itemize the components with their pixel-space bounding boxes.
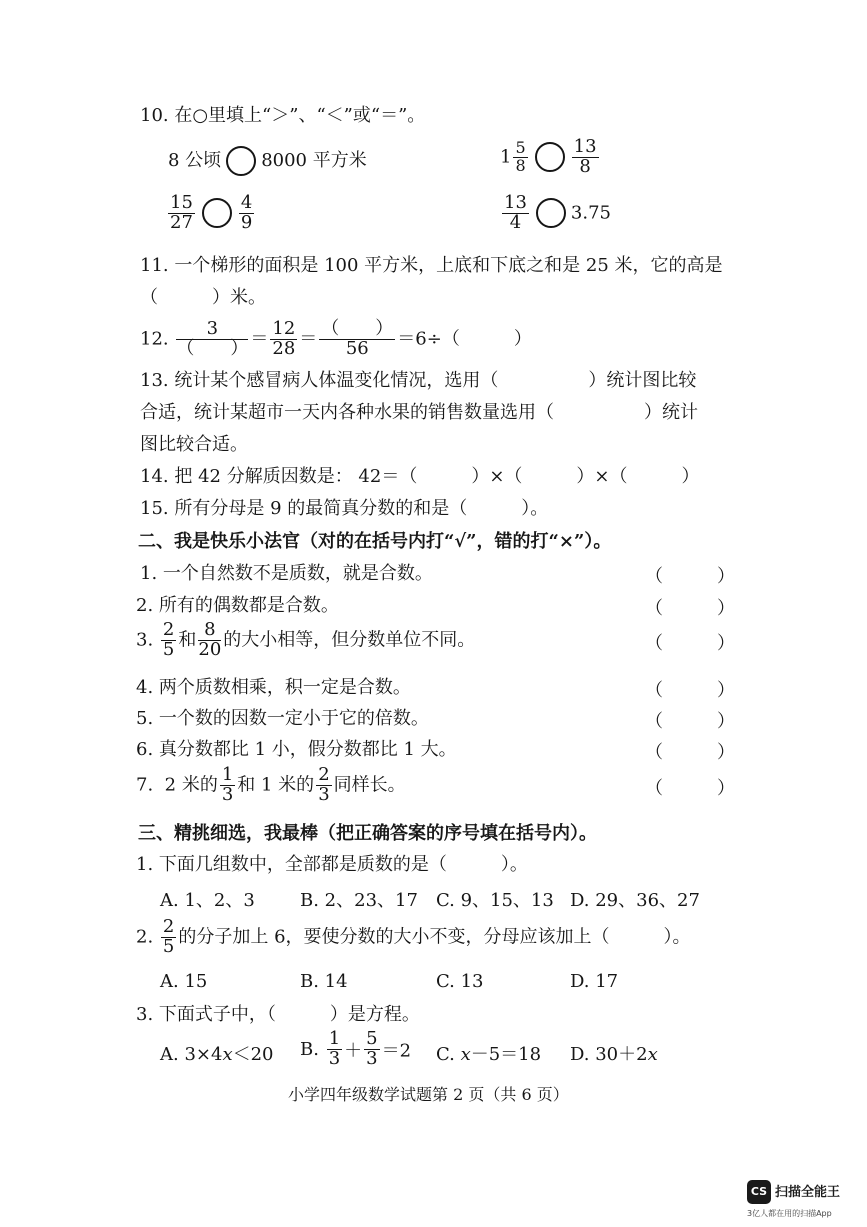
option-b[interactable]: B. 14 xyxy=(300,971,348,992)
fraction-numerator: 13 xyxy=(573,136,597,157)
q10-item-a xyxy=(168,146,367,176)
fraction-numerator: 15 xyxy=(170,192,193,213)
option-a[interactable]: A. 1、2、3 xyxy=(160,890,255,911)
fraction-numerator[interactable]: （ ） xyxy=(321,318,394,339)
q11-line2: （ ）米。 xyxy=(140,287,266,308)
item-number: 7. xyxy=(136,774,154,796)
fraction-denominator: 27 xyxy=(170,211,193,233)
variable-x: x xyxy=(460,1044,471,1065)
mixed-number-whole: 1 xyxy=(500,146,512,168)
q10-item-c xyxy=(166,194,256,233)
s2-item-6: 6. 真分数都比 1 小，假分数都比 1 大。 xyxy=(136,739,457,760)
q13-line3: 图比较合适。 xyxy=(140,434,248,455)
fraction-numerator: 3 xyxy=(176,320,248,340)
option-text: ＝2 xyxy=(381,1040,412,1062)
item-number: 2. xyxy=(136,926,154,948)
q10-d-right: 3.75 xyxy=(570,202,611,224)
fraction-numerator: 5 xyxy=(515,138,526,158)
answer-circle[interactable] xyxy=(535,142,565,172)
fraction-denominator[interactable]: （ ） xyxy=(176,337,249,359)
variable-x: x xyxy=(222,1044,233,1065)
option-text: －5＝18 xyxy=(470,1044,542,1065)
s3-q2 xyxy=(136,918,691,957)
variable-x: x xyxy=(647,1044,658,1065)
option-d[interactable] xyxy=(570,1040,658,1066)
fraction-denominator: 5 xyxy=(162,935,175,957)
option-c[interactable]: C. 13 xyxy=(436,971,484,992)
q12-label: 12. xyxy=(140,328,169,350)
q10-item-d xyxy=(500,194,611,233)
fraction xyxy=(513,140,527,175)
fraction-denominator: 3 xyxy=(328,1047,341,1069)
fraction xyxy=(327,1030,342,1069)
q13-line2: 合适，统计某超市一天内各种水果的销售数量选用（ ）统计 xyxy=(140,402,698,423)
option-text: ＜20 xyxy=(232,1044,274,1065)
answer-bracket[interactable]: （ ） xyxy=(645,633,735,654)
fraction-numerator: 4 xyxy=(240,192,253,213)
option-c[interactable] xyxy=(436,1040,541,1066)
fraction-numerator: 12 xyxy=(272,318,296,339)
fraction xyxy=(176,320,248,359)
option-c[interactable]: C. 9、15、13 xyxy=(436,890,554,911)
fraction-denominator: 56 xyxy=(345,337,369,359)
statement-text: 和 1 米的 xyxy=(237,774,315,796)
answer-bracket[interactable]: （ ） xyxy=(645,778,735,799)
answer-circle[interactable] xyxy=(536,198,566,228)
fraction-denominator: 8 xyxy=(579,155,591,177)
scanner-tagline: 3亿人都在用的扫描App xyxy=(747,1209,832,1218)
question-text: 的分子加上 6，要使分数的大小不变，分母应该加上（ ）。 xyxy=(178,926,691,948)
fraction-numerator: 13 xyxy=(504,192,527,213)
answer-bracket[interactable]: （ ） xyxy=(645,742,735,763)
option-b[interactable]: B. 2、23、17 xyxy=(300,890,418,911)
fraction xyxy=(270,320,297,359)
statement-text: 2 米的 xyxy=(164,774,218,796)
s2-item-3 xyxy=(136,621,475,660)
s2-item-2: 2. 所有的偶数都是合数。 xyxy=(136,595,339,616)
fraction-denominator: 28 xyxy=(272,337,296,359)
fraction-denominator: 3 xyxy=(318,783,330,805)
statement-text: 同样长。 xyxy=(333,774,406,796)
fraction-numerator: 2 xyxy=(318,764,330,785)
answer-bracket[interactable]: （ ） xyxy=(645,680,735,701)
q10-a-left: 8 公顷 xyxy=(168,150,222,171)
fraction-denominator: 8 xyxy=(515,155,526,175)
equals-sign: ＝ xyxy=(299,328,318,350)
s2-item-4: 4. 两个质数相乘，积一定是合数。 xyxy=(136,677,411,698)
fraction-numerator: 8 xyxy=(198,621,221,641)
option-d[interactable]: D. 17 xyxy=(570,971,619,992)
q14: 14. 把 42 分解质因数是： 42＝（ ）×（ ）×（ ） xyxy=(140,466,700,487)
fraction-denominator: 5 xyxy=(162,638,175,660)
option-text: A. 3×4 xyxy=(160,1044,223,1065)
s2-item-7 xyxy=(136,766,406,805)
option-d[interactable]: D. 29、36、27 xyxy=(570,890,700,911)
fraction xyxy=(502,194,529,233)
q10-title: 10. 在○里填上“＞”、“＜”或“＝”。 xyxy=(140,105,426,126)
q12-line xyxy=(140,320,532,359)
q12-tail: ＝6÷（ ） xyxy=(397,328,532,350)
fraction xyxy=(572,138,599,177)
fraction xyxy=(239,194,254,233)
fraction xyxy=(319,320,395,359)
s3-q1: 1. 下面几组数中，全部都是质数的是（ ）。 xyxy=(136,854,528,875)
item-number: 3. xyxy=(136,629,154,651)
option-a[interactable]: A. 15 xyxy=(160,971,208,992)
q15: 15. 所有分母是 9 的最简真分数的和是（ ）。 xyxy=(140,498,549,519)
fraction-denominator: 3 xyxy=(221,783,234,805)
answer-circle[interactable] xyxy=(226,146,256,176)
fraction xyxy=(161,621,176,660)
fraction xyxy=(364,1030,379,1069)
fraction xyxy=(161,918,176,957)
s2-item-1: 1. 一个自然数不是质数，就是合数。 xyxy=(140,563,433,584)
answer-circle[interactable] xyxy=(202,198,232,228)
option-a[interactable] xyxy=(160,1040,274,1066)
s2-item-5: 5. 一个数的因数一定小于它的倍数。 xyxy=(136,708,429,729)
fraction-denominator: 4 xyxy=(509,211,522,233)
fraction xyxy=(220,766,235,805)
option-text: D. 30＋2 xyxy=(570,1044,648,1065)
fraction-denominator: 20 xyxy=(198,638,222,660)
fraction xyxy=(168,194,195,233)
page-footer: 小学四年级数学试题第 2 页（共 6 页） xyxy=(288,1085,569,1104)
section3-heading: 三、精挑细选，我最棒（把正确答案的序号填在括号内）。 xyxy=(138,823,597,844)
fraction-numerator: 2 xyxy=(162,916,175,937)
q10-item-b xyxy=(500,138,601,177)
equals-sign: ＝ xyxy=(250,328,269,350)
scanner-app-name: 扫描全能王 xyxy=(775,1185,841,1200)
answer-bracket[interactable]: （ ） xyxy=(645,598,735,619)
fraction xyxy=(316,766,331,805)
fraction xyxy=(198,621,221,660)
q10-a-right: 8000 平方米 xyxy=(261,150,367,171)
fraction-denominator: 9 xyxy=(240,211,253,233)
answer-bracket[interactable]: （ ） xyxy=(645,566,735,587)
section2-heading: 二、我是快乐小法官（对的在括号内打“√”，错的打“×”）。 xyxy=(138,531,612,552)
connector-text: 和 xyxy=(178,629,197,651)
fraction-numerator: 1 xyxy=(221,764,234,785)
fraction-numerator: 2 xyxy=(162,619,175,640)
fraction-numerator: 5 xyxy=(366,1028,378,1049)
scanner-watermark xyxy=(743,1178,863,1222)
fraction-denominator: 3 xyxy=(366,1047,378,1069)
q11-line1: 11. 一个梯形的面积是 100 平方米，上底和下底之和是 25 米，它的高是 xyxy=(140,255,723,276)
option-text: B. xyxy=(300,1038,319,1060)
scanner-logo-icon: CS xyxy=(747,1180,771,1204)
statement-text: 的大小相等，但分数单位不同。 xyxy=(223,629,476,651)
answer-bracket[interactable]: （ ） xyxy=(645,711,735,732)
q13-line1: 13. 统计某个感冒病人体温变化情况，选用（ ）统计图比较 xyxy=(140,370,697,391)
option-text: C. xyxy=(436,1044,461,1065)
option-b[interactable] xyxy=(300,1030,411,1069)
plus-sign: ＋ xyxy=(344,1040,363,1062)
s3-q3: 3. 下面式子中，（ ）是方程。 xyxy=(136,1004,420,1025)
fraction-numerator: 1 xyxy=(328,1028,341,1049)
